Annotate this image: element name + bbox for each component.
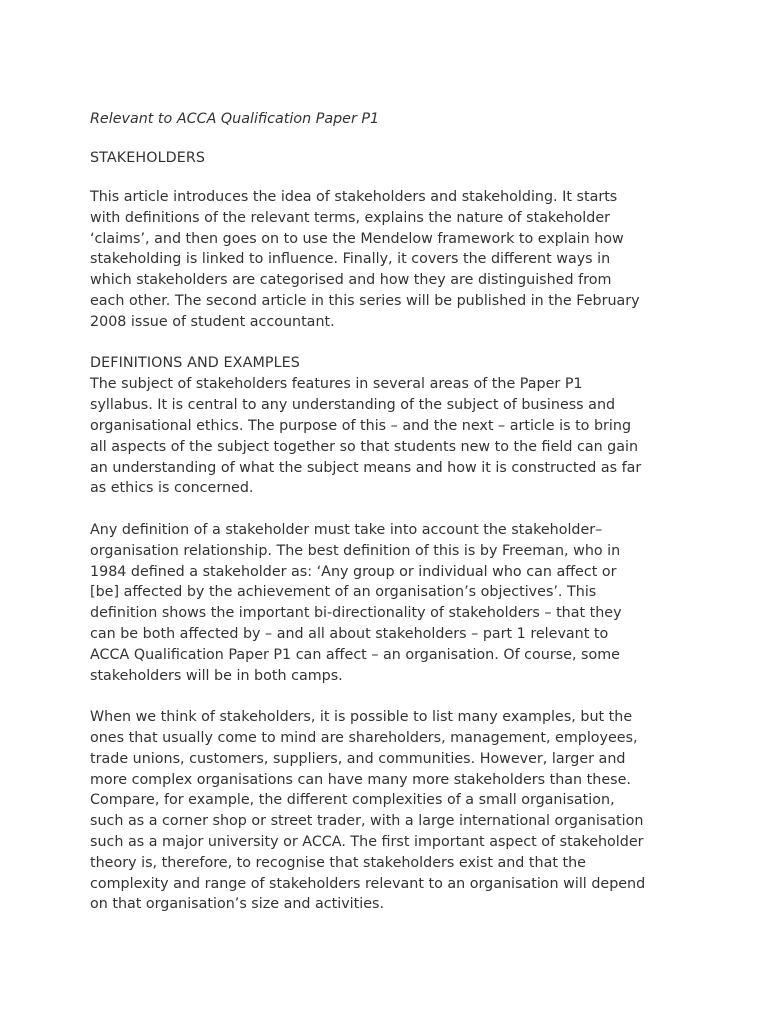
paragraph-line: syllabus. It is central to any understanding of the subject of business and <box>90 397 616 414</box>
section-heading: DEFINITIONS AND EXAMPLES <box>90 355 300 372</box>
paragraph-line: ones that usually come to mind are shareholders, management, employees, <box>90 729 638 746</box>
paragraph-line: can be both affected by – and all about stakeholders – part 1 relevant to <box>90 625 609 642</box>
paragraph-line: on that organisation’s size and activities. <box>90 896 385 913</box>
paragraph-line: ACCA Qualification Paper P1 can affect – an organisation. Of course, some <box>90 646 620 663</box>
stakeholder-examples-paragraph <box>90 707 690 915</box>
definitions-paragraph <box>90 374 690 499</box>
paragraph-line: theory is, therefore, to recognise that stakeholders exist and that the <box>90 854 586 871</box>
paragraph-line: 2008 issue of student accountant. <box>90 313 335 330</box>
paragraph-line: all aspects of the subject together so that students new to the field can gain <box>90 438 639 455</box>
paragraph-line: with definitions of the relevant terms, explains the nature of stakeholder <box>90 209 611 226</box>
paragraph-line: stakeholders will be in both camps. <box>90 667 343 684</box>
paragraph-line: organisation relationship. The best definition of this is by Freeman, who in <box>90 542 621 559</box>
paragraph-line: definition shows the important bi-directionality of stakeholders – that they <box>90 605 622 622</box>
paragraph-line: Compare, for example, the different complexities of a small organisation, <box>90 792 615 809</box>
stakeholder-definition-paragraph <box>90 520 690 686</box>
document-page <box>90 109 690 915</box>
paragraph-line: This article introduces the idea of stakeholders and stakeholding. It starts <box>90 189 618 205</box>
paragraph-line: ‘claims’, and then goes on to use the Mendelow framework to explain how <box>90 230 624 247</box>
intro-paragraph <box>90 187 690 333</box>
paragraph-line: stakeholding is linked to influence. Finally, it covers the different ways in <box>90 251 611 268</box>
paragraph-line: The subject of stakeholders features in several areas of the Paper P1 <box>90 376 583 393</box>
document-subtitle: Relevant to ACCA Qualification Paper P1 <box>90 111 380 127</box>
paragraph-line: 1984 defined a stakeholder as: ‘Any group or individual who can affect or <box>90 563 617 580</box>
paragraph-line: organisational ethics. The purpose of this – and the next – article is to bring <box>90 417 632 434</box>
paragraph-line: such as a corner shop or street trader, with a large international organisation <box>90 813 644 830</box>
paragraph-line: trade unions, customers, suppliers, and communities. However, larger and <box>90 750 626 767</box>
paragraph-line: more complex organisations can have many more stakeholders than these. <box>90 771 631 788</box>
paragraph-line: as ethics is concerned. <box>90 480 254 497</box>
paragraph-line: an understanding of what the subject means and how it is constructed as far <box>90 459 642 476</box>
paragraph-line: such as a major university or ACCA. The first important aspect of stakeholder <box>90 833 644 850</box>
paragraph-line: When we think of stakeholders, it is possible to list many examples, but the <box>90 709 633 726</box>
paragraph-line: which stakeholders are categorised and how they are distinguished from <box>90 272 612 289</box>
document-title: STAKEHOLDERS <box>90 150 206 166</box>
paragraph-line: [be] affected by the achievement of an organisation’s objectives’. This <box>90 584 597 601</box>
paragraph-line: complexity and range of stakeholders relevant to an organisation will depend <box>90 875 646 892</box>
paragraph-line: each other. The second article in this series will be published in the February <box>90 292 640 309</box>
paragraph-line: Any definition of a stakeholder must take into account the stakeholder– <box>90 521 603 538</box>
